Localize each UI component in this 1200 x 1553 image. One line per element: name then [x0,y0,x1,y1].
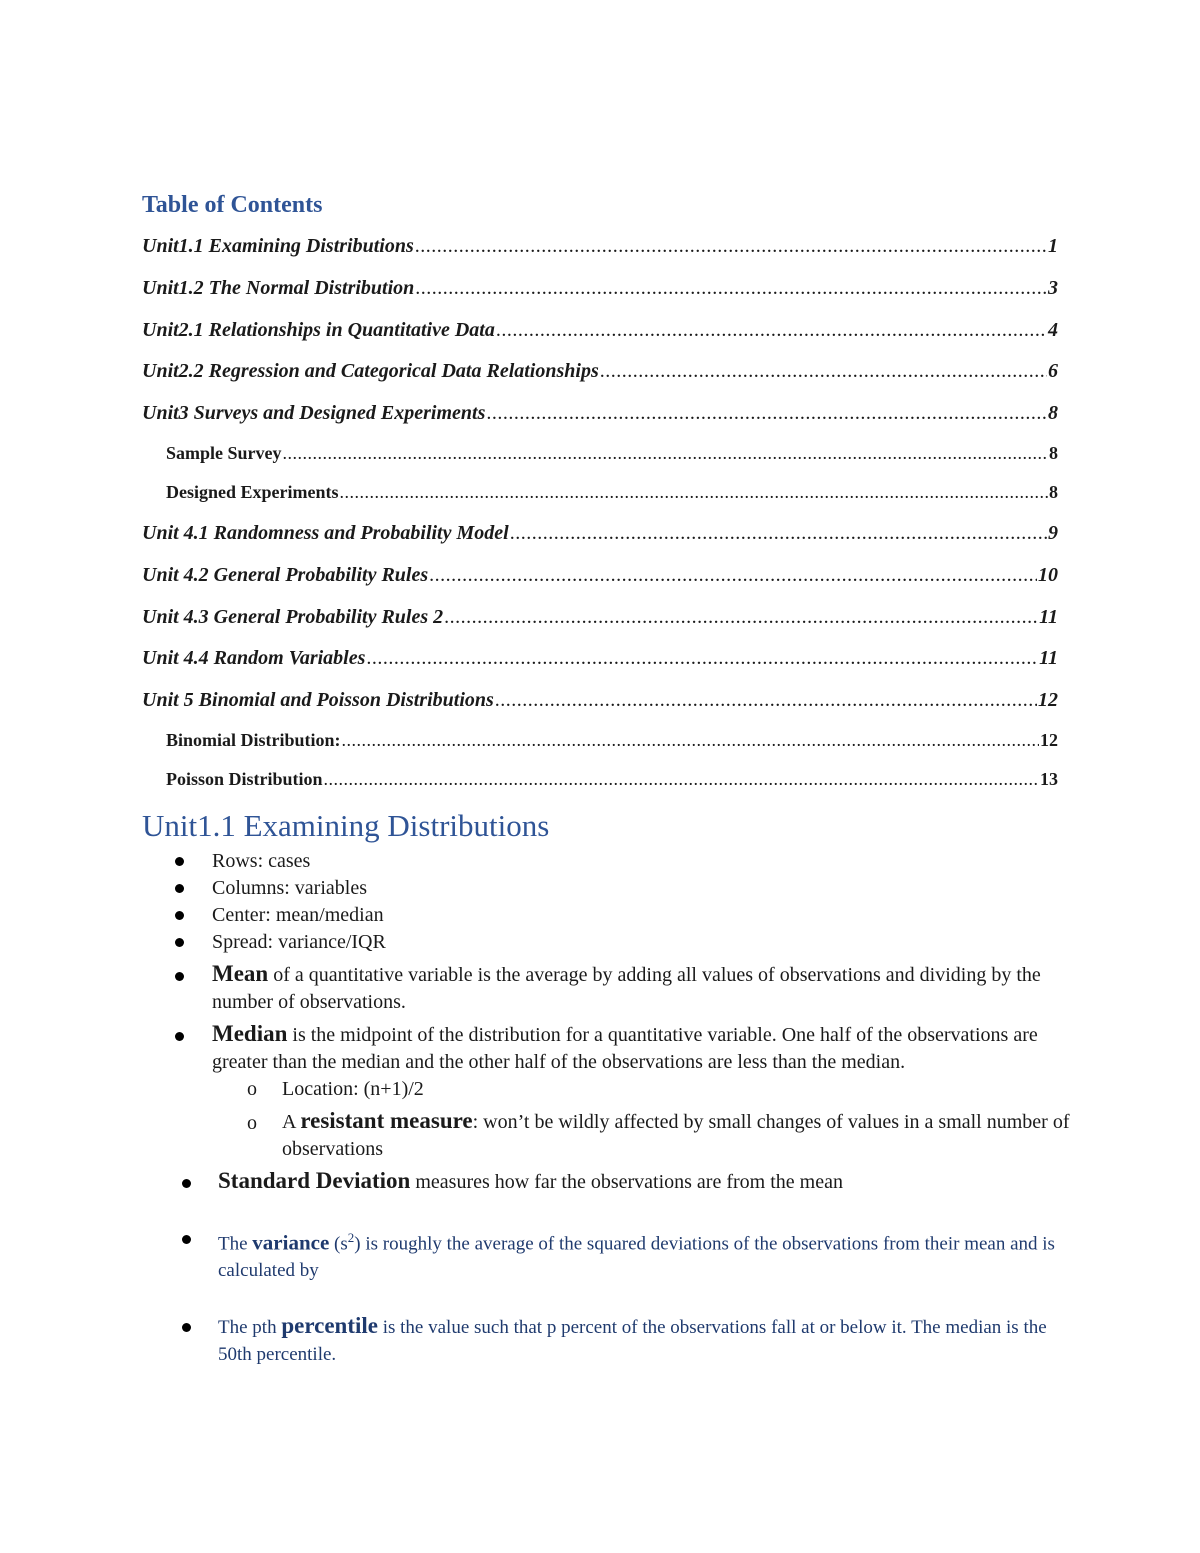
toc-entry-label: Unit1.1 Examining Distributions [142,235,414,257]
toc-leader [510,522,1047,545]
list-item-text: Spread: variance/IQR [212,931,386,953]
toc-leader [366,647,1038,670]
toc-subentry[interactable] [142,441,1058,480]
toc-leader [486,402,1047,425]
toc-entry[interactable] [142,561,1058,603]
list-item-text: Center: mean/median [212,904,384,926]
toc-entry-label: Unit2.2 Regression and Categorical Data Relationships [142,360,599,383]
toc-entry-label: Unit 4.4 Random Variables [142,647,366,670]
toc-leader [496,319,1047,342]
toc-entry-label: Designed Experiments [166,481,339,502]
list-item [142,1020,1072,1076]
toc-entry[interactable] [142,603,1058,645]
toc-leader [342,730,1039,751]
term-mean: Mean [212,961,269,986]
toc-entry-label: Poisson Distribution [166,768,323,789]
toc-leader [340,482,1049,503]
toc-leader [495,689,1037,712]
toc-entry-label: Unit 4.2 General Probability Rules [142,563,429,586]
term-standard-deviation: Standard Deviation [218,1168,411,1193]
toc-entry-page: 11 [1039,647,1058,670]
toc-leader [429,564,1037,587]
toc-entry-label: Unit 4.1 Randomness and Probability Model [142,521,509,544]
bullet-icon [175,884,184,893]
toc-leader [415,277,1047,300]
list-item-text: is the midpoint of the distribution for a quantitative variable. One half of the observations are greater than the median and the other half of the observations are less than the median. [212,1024,1038,1073]
bullet-list [142,848,1072,1368]
bullet-icon [182,1235,191,1244]
toc-leader [600,360,1047,383]
toc-entry-label: Unit 4.3 General Probability Rules 2 [142,605,444,628]
list-item [142,960,1072,1016]
list-item-text: is the value such that p percent of the observations fall at or below it. The median is the 50th percentile. [218,1317,1047,1366]
bullet-icon [175,911,184,920]
toc-entry-page: 4 [1048,318,1058,341]
toc-entry[interactable] [142,316,1058,358]
toc-entry-page: 8 [1049,442,1058,463]
sub-list-item [142,1107,1072,1163]
superscript: 2 [347,1230,355,1245]
toc-title: Table of Contents [142,192,323,218]
toc-entry-label: Unit3 Surveys and Designed Experiments [142,402,486,425]
toc-entry-page: 13 [1040,768,1058,789]
list-item [142,902,1072,929]
toc-entry-label: Unit1.2 The Normal Distribution [142,276,415,299]
toc-entry-page: 6 [1048,360,1058,383]
toc-entry-page: 12 [1038,689,1058,712]
toc-entry[interactable] [142,399,1058,441]
toc-entry[interactable] [142,686,1058,728]
toc-entry[interactable] [142,644,1058,686]
toc-entry-page: 10 [1038,563,1058,586]
toc-entry-page: 12 [1040,729,1058,750]
toc-leader [415,235,1047,258]
table-of-contents [142,232,1058,806]
toc-entry-page: 3 [1048,276,1058,299]
toc-entry[interactable] [142,274,1058,316]
section-heading: Unit1.1 Examining Distributions [142,808,550,843]
circle-bullet-icon: o [247,1112,257,1134]
list-item-text: (s [329,1233,348,1255]
list-item-text: The [218,1233,253,1255]
toc-entry[interactable] [142,232,1058,274]
list-item-text: Rows: cases [212,850,311,872]
toc-entry-label: Sample Survey [166,442,282,463]
list-item [142,875,1072,902]
toc-leader [444,606,1038,629]
toc-entry-label: Unit2.1 Relationships in Quantitative Data [142,318,495,341]
toc-subentry[interactable] [142,480,1058,519]
toc-entry[interactable] [142,357,1058,399]
list-item [142,1167,1072,1196]
toc-entry-label: Unit 5 Binomial and Poisson Distributions [142,689,494,712]
list-item-text: The pth [218,1317,282,1339]
circle-bullet-icon: o [247,1078,257,1100]
sub-list-item [142,1076,1072,1103]
list-item [142,1224,1072,1284]
list-item-text: A [282,1111,301,1133]
term-median: Median [212,1021,288,1046]
toc-entry-page: 11 [1039,605,1058,628]
toc-entry-page: 9 [1048,521,1058,544]
list-item-text: ) is roughly the average of the squared deviations of the observations from their mean and is calculated by [218,1233,1055,1282]
toc-leader [324,769,1039,790]
list-item-text: Location: (n+1)/2 [282,1078,424,1100]
bullet-icon [175,972,184,981]
toc-entry[interactable] [142,519,1058,561]
list-item [142,1312,1072,1368]
list-item-text: : won’t be wildly affected by small changes of values in a small number of observations [282,1111,1070,1160]
list-item-text: of a quantitative variable is the average by adding all values of observations and dividing by the number of observations. [212,964,1041,1013]
list-item [142,848,1072,875]
bullet-icon [175,1032,184,1041]
toc-leader [283,443,1048,464]
toc-entry-page: 1 [1048,235,1058,257]
list-item [142,929,1072,956]
term-percentile: percentile [281,1313,378,1339]
toc-subentry[interactable] [142,767,1058,806]
term-variance: variance [252,1230,330,1255]
bullet-icon [182,1323,191,1332]
list-item-text: measures how far the observations are from the mean [410,1171,843,1193]
term-resistant-measure: resistant measure [300,1108,473,1133]
bullet-icon [175,857,184,866]
list-item-text: Columns: variables [212,877,367,899]
bullet-icon [175,938,184,947]
toc-entry-page: 8 [1048,402,1058,425]
bullet-icon [182,1179,191,1188]
toc-entry-label: Binomial Distribution: [166,729,341,750]
toc-subentry[interactable] [142,728,1058,767]
toc-entry-page: 8 [1049,481,1058,502]
